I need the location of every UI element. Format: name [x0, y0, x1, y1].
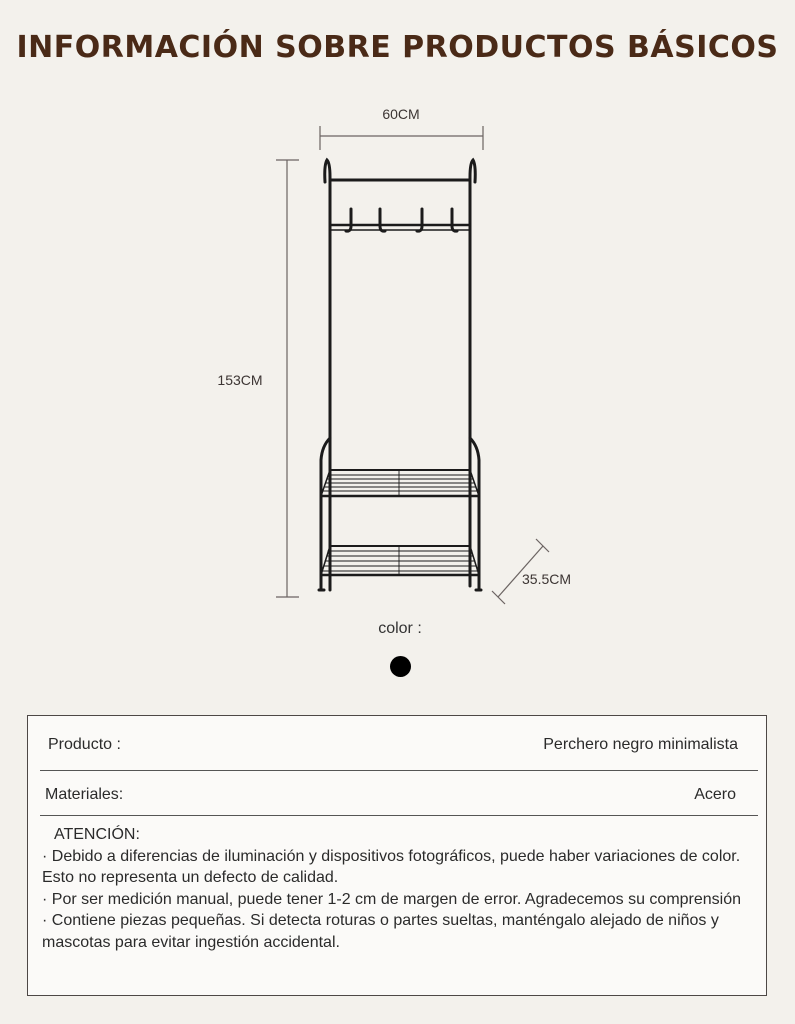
notice-item: · Contiene piezas pequeñas. Si detecta roturas o partes sueltas, manténgalo alejado de niños y mascotas para evitar ingestión accidental.	[42, 912, 719, 951]
color-label: color :	[378, 620, 422, 637]
width-label: 60CM	[382, 106, 420, 122]
materials-label: Materiales:	[45, 786, 124, 803]
divider	[40, 770, 758, 771]
product-info-box	[27, 715, 767, 996]
height-label: 153CM	[217, 372, 263, 388]
notice-section	[42, 824, 757, 953]
divider	[40, 815, 758, 816]
height-dimension-line	[276, 160, 299, 597]
product-label: Producto :	[48, 736, 121, 753]
notice-item: · Por ser medición manual, puede tener 1-2 cm de margen de error. Agradecemos su comprensión	[42, 890, 742, 908]
width-dimension-line	[320, 126, 483, 150]
notice-item: · Debido a diferencias de iluminación y dispositivos fotográficos, puede haber variaciones de color. Esto no representa un defecto de calidad.	[42, 847, 741, 886]
page-title: INFORMACIÓN SOBRE PRODUCTOS BÁSICOS	[16, 30, 779, 65]
notice-heading: ATENCIÓN:	[54, 826, 140, 843]
coat-rack-image	[319, 160, 481, 590]
materials-value: Acero	[694, 786, 736, 803]
depth-label: 35.5CM	[522, 571, 572, 587]
color-swatch-black	[390, 656, 411, 677]
product-value: Perchero negro minimalista	[543, 736, 738, 753]
